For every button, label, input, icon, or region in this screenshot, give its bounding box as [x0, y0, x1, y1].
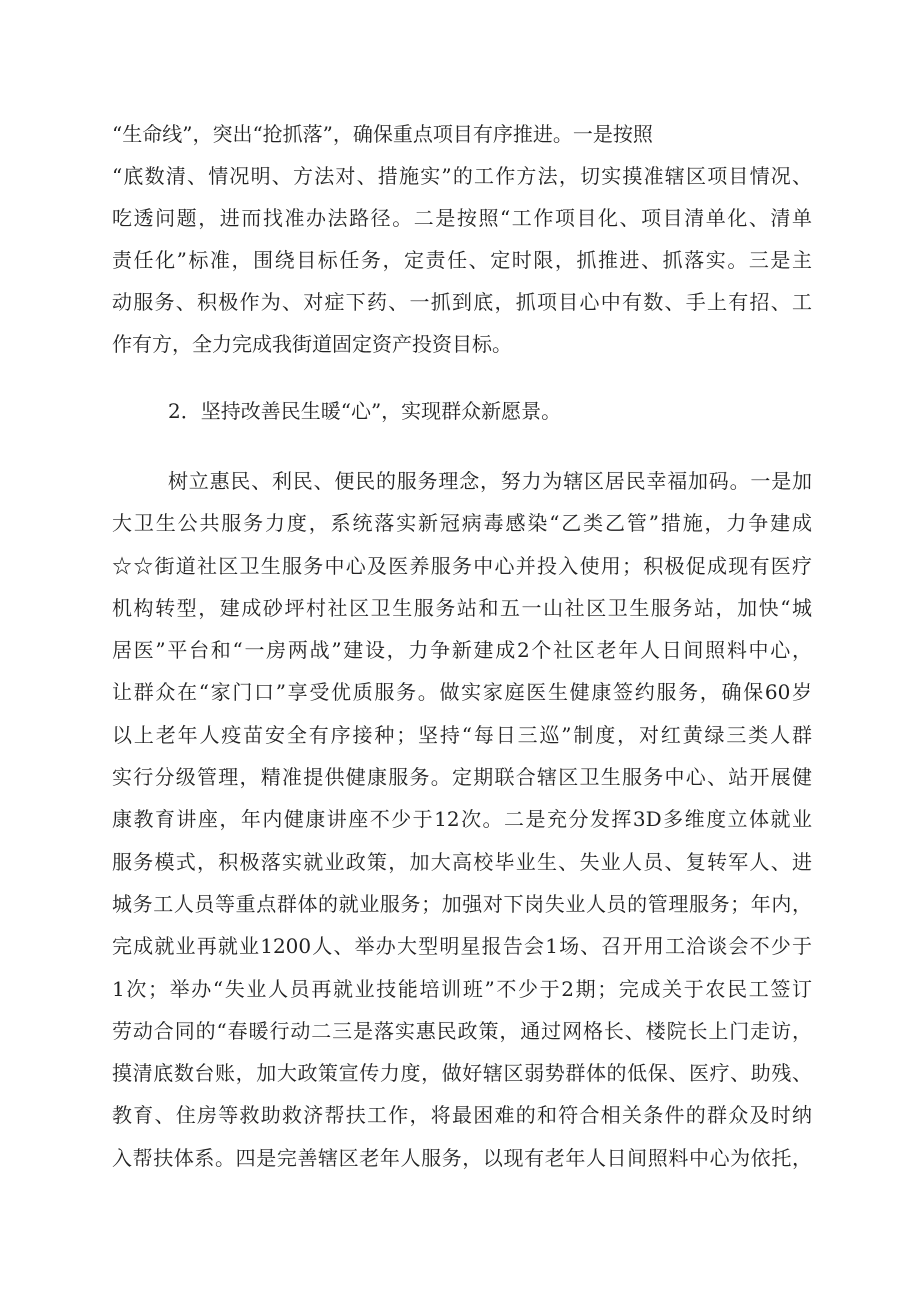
paragraph-line: 大卫生公共服务力度，系统落实新冠病毒感染“乙类乙管”措施，力争建成: [112, 511, 812, 536]
paragraph-line: ☆☆街道社区卫生服务中心及医养服务中心并投入使用；积极促成现有医疗: [112, 553, 812, 578]
paragraph-line: 以上老年人疫苗安全有序接种；坚持“每日三巡”制度，对红黄绿三类人群: [112, 722, 812, 747]
paragraph-line: “生命线”，突出“抢抓落”，确保重点项目有序推进。一是按照: [112, 122, 653, 146]
paragraph-line: 责任化”标准，围绕目标任务，定责任、定时限，抓推进、抓落实。三是主: [112, 248, 812, 272]
paragraph-line: 完成就业再就业1200人、举办大型明星报告会1场、召开用工洽谈会不少于: [112, 934, 812, 959]
paragraph-line: 居医”平台和“一房两战”建设，力争新建成2个社区老年人日间照料中心，: [112, 638, 812, 663]
paragraph-line: 城务工人员等重点群体的就业服务；加强对下岗失业人员的管理服务；年内，: [112, 891, 812, 916]
paragraph-line: 摸清底数台账，加大政策宣传力度，做好辖区弱势群体的低保、医疗、助残、: [112, 1061, 812, 1086]
paragraph-line: 吃透问题，进而找准办法路径。二是按照“工作项目化、项目清单化、清单: [112, 206, 812, 230]
paragraph-line: 作有方，全力完成我街道固定资产投资目标。: [112, 332, 512, 356]
paragraph-line: 教育、住房等救助救济帮扶工作，将最困难的和符合相关条件的群众及时纳: [112, 1103, 812, 1128]
section-heading: [112, 390, 812, 432]
heading-line: 2．坚持改善民生暖“心”，实现群众新愿景。: [168, 399, 562, 423]
paragraph-project-promotion: [112, 113, 812, 365]
paragraph-line: 1次；举办“失业人员再就业技能培训班”不少于2期；完成关于农民工签订: [112, 976, 812, 1001]
paragraph-line: 服务模式，积极落实就业政策，加大高校毕业生、失业人员、复转军人、进: [112, 849, 812, 874]
paragraph-line: 树立惠民、利民、便民的服务理念，努力为辖区居民幸福加码。一是加: [168, 469, 812, 493]
paragraph-line: 让群众在“家门口”享受优质服务。做实家庭医生健康签约服务，确保60岁: [112, 680, 812, 705]
paragraph-line: “底数清、情况明、方法对、措施实”的工作方法，切实摸准辖区项目情况、: [112, 164, 812, 188]
paragraph-line: 劳动合同的“春暖行动二三是落实惠民政策，通过网格长、楼院长上门走访，: [112, 1018, 812, 1043]
paragraph-livelihood: [112, 460, 812, 1179]
paragraph-line: 入帮扶体系。四是完善辖区老年人服务，以现有老年人日间照料中心为依托，: [112, 1145, 812, 1170]
paragraph-line: 动服务、积极作为、对症下药、一抓到底，抓项目心中有数、手上有招、工: [112, 290, 812, 314]
paragraph-line: 康教育讲座，年内健康讲座不少于12次。二是充分发挥3D多维度立体就业: [112, 807, 812, 832]
paragraph-line: 实行分级管理，精准提供健康服务。定期联合辖区卫生服务中心、站开展健: [112, 765, 812, 790]
paragraph-line: 机构转型，建成砂坪村社区卫生服务站和五一山社区卫生服务站，加快“城: [112, 595, 812, 620]
